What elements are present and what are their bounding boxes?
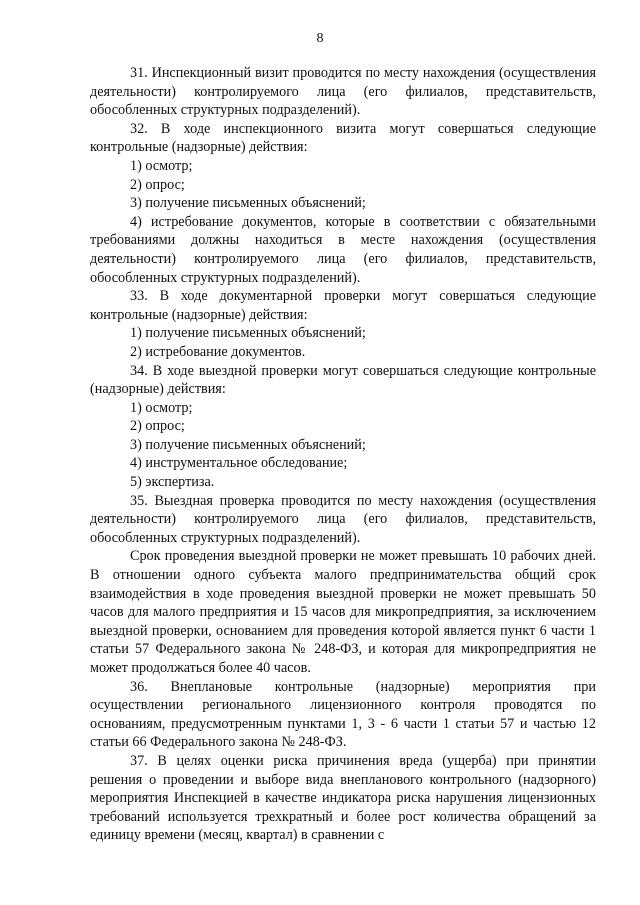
paragraph-37: 37. В целях оценки риска причинения вреда (ущерба) при принятии решения о проведении и выборе вида внепланового контрольного (надзорного) мероприятия Инспекцией в качестве индикатора риска нарушения лицензионных требований используется трехкратный и более рост количества обращений за единицу времени (месяц, квартал) в сравнении с bbox=[90, 752, 596, 844]
list-item: 4) инструментальное обследование; bbox=[130, 455, 348, 472]
page-number: 8 bbox=[316, 31, 324, 46]
list-item: 2) опрос; bbox=[130, 176, 185, 193]
list-item: 4) истребование документов, которые в соответствии с обязательными требованиями должны находиться в месте нахождения (осуществления деятельности) контролируемого лица (его филиалов, представительств, обособленных структурных подразделений). bbox=[90, 213, 596, 286]
list-item: 1) осмотр; bbox=[130, 399, 193, 416]
list-item: 1) осмотр; bbox=[130, 157, 193, 174]
paragraph-34: 34. В ходе выездной проверки могут совершаться следующие контрольные (надзорные) действия: bbox=[90, 362, 596, 398]
list-item: 3) получение письменных объяснений; bbox=[130, 436, 366, 453]
paragraph-33: 33. В ходе документарной проверки могут совершаться следующие контрольные (надзорные) действия: bbox=[90, 288, 596, 323]
list-item: 3) получение письменных объяснений; bbox=[130, 195, 366, 212]
document-body bbox=[90, 64, 596, 845]
list-item: 2) опрос; bbox=[130, 418, 185, 435]
paragraph-32: 32. В ходе инспекционного визита могут совершаться следующие контрольные (надзорные) действия: bbox=[90, 120, 596, 156]
list-item: 2) истребование документов. bbox=[130, 343, 306, 360]
list-item: 1) получение письменных объяснений; bbox=[130, 325, 366, 342]
paragraph-31: 31. Инспекционный визит проводится по месту нахождения (осуществления деятельности) контролируемого лица (его филиалов, представительств, обособленных структурных подразделений). bbox=[90, 65, 596, 119]
paragraph-36: 36. Внеплановые контрольные (надзорные) мероприятия при осуществлении регионального лицензионного контроля проводятся по основаниям, предусмотренным пунктами 1, 3 - 6 части 1 статьи 57 и частью 12 статьи 66 Федерального закона № 248-ФЗ. bbox=[90, 678, 596, 751]
list-item: 5) экспертиза. bbox=[130, 474, 215, 491]
paragraph-35: 35. Выездная проверка проводится по месту нахождения (осуществления деятельности) контролируемого лица (его филиалов, представительств, обособленных структурных подразделений). bbox=[90, 492, 596, 546]
paragraph-inspection-duration: Срок проведения выездной проверки не может превышать 10 рабочих дней. В отношении одного субъекта малого предпринимательства общий срок взаимодействия в ходе проведения выездной проверки не может превышать 50 часов для малого предприятия и 15 часов для микропредприятия, за исключением выездной проверки, основанием для проведения которой является пункт 6 части 1 статьи 57 Федерального закона № 248-ФЗ, и которая для микропредприятия не может продолжаться более 40 часов. bbox=[90, 548, 596, 676]
